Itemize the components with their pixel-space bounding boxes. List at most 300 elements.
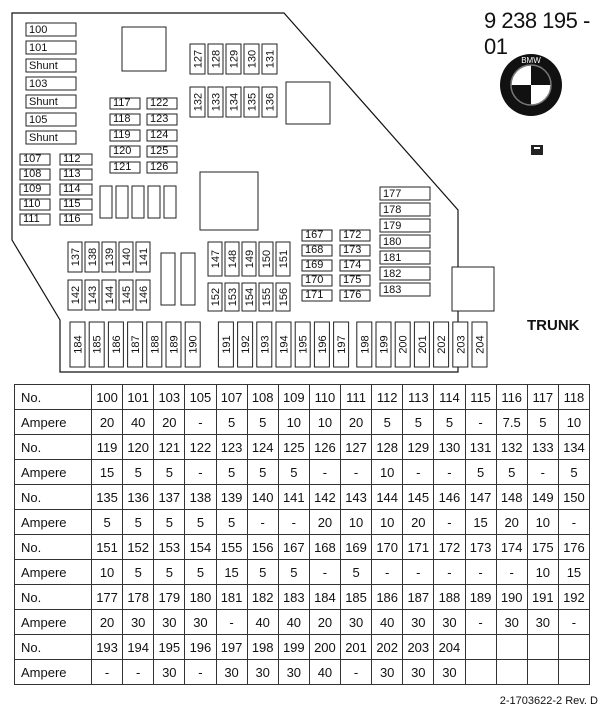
- table-cell: 5: [278, 460, 309, 485]
- logo-text: BMW: [521, 56, 541, 65]
- fuse-167: [302, 229, 332, 241]
- fuse-label: 109: [23, 183, 42, 195]
- relay-top-right: [286, 82, 330, 124]
- row-header-cell: No.: [15, 585, 92, 610]
- fuse-193: [257, 322, 272, 367]
- table-cell: 141: [278, 485, 309, 510]
- table-cell: -: [372, 560, 403, 585]
- fuse-label: 173: [343, 244, 362, 256]
- table-cell: 122: [185, 435, 216, 460]
- fuse-label: 136: [264, 92, 277, 112]
- fuse-153: [225, 283, 239, 311]
- table-cell: [558, 635, 589, 660]
- fuse-label: 133: [210, 92, 223, 112]
- fuse-label: 183: [383, 284, 402, 296]
- table-row-number: [15, 385, 590, 410]
- table-cell: 7.5: [496, 410, 527, 435]
- table-cell: 121: [154, 435, 185, 460]
- fuse-label: 155: [261, 287, 273, 307]
- table-cell: 5: [403, 410, 434, 435]
- table-cell: -: [341, 660, 372, 685]
- table-row-ampere: [15, 660, 590, 685]
- fuse-label: 125: [150, 145, 169, 157]
- table-cell: 173: [465, 535, 496, 560]
- table-cell: -: [185, 460, 216, 485]
- row-header-cell: Ampere: [15, 660, 92, 685]
- fuse-136: [262, 87, 277, 117]
- table-cell: -: [465, 560, 496, 585]
- blank-fuse: [164, 186, 176, 218]
- table-cell: 20: [403, 510, 434, 535]
- fuse-shunt: [26, 95, 76, 108]
- fuse-label: 172: [343, 229, 362, 241]
- relay-small-1: [161, 253, 175, 305]
- fuse-label: 178: [383, 204, 402, 216]
- table-cell: 116: [496, 385, 527, 410]
- table-cell: 188: [434, 585, 465, 610]
- fuse-shunt: [26, 131, 76, 144]
- row-header-cell: Ampere: [15, 460, 92, 485]
- table-cell: 149: [527, 485, 558, 510]
- table-cell: [527, 660, 558, 685]
- table-cell: 20: [496, 510, 527, 535]
- table-cell: 5: [92, 510, 123, 535]
- table-cell: 15: [216, 560, 247, 585]
- fuse-188: [147, 322, 162, 367]
- row-header-cell: No.: [15, 485, 92, 510]
- table-cell: 119: [92, 435, 123, 460]
- table-cell: 20: [154, 410, 185, 435]
- fuse-134: [226, 87, 241, 117]
- fuse-label: 171: [305, 289, 324, 301]
- table-cell: 30: [278, 660, 309, 685]
- blank-fuse: [116, 186, 128, 218]
- fuse-label: 108: [23, 168, 42, 180]
- table-cell: 179: [154, 585, 185, 610]
- fuse-101: [26, 41, 76, 54]
- table-cell: 30: [434, 610, 465, 635]
- fuse-label: 174: [343, 259, 362, 271]
- fuse-label: 117: [113, 97, 131, 109]
- table-cell: 176: [558, 535, 589, 560]
- fuse-label: 152: [210, 287, 222, 307]
- table-cell: 132: [496, 435, 527, 460]
- revision-label: 2-1703622-2 Rev. D: [499, 695, 598, 707]
- table-cell: 198: [247, 635, 278, 660]
- fuse-label: 126: [150, 161, 169, 173]
- fuse-180: [380, 235, 430, 248]
- fuse-label: 192: [240, 335, 253, 354]
- table-cell: 5: [216, 410, 247, 435]
- fuse-label: 176: [343, 289, 362, 301]
- fuse-103: [26, 77, 76, 90]
- table-cell: 136: [123, 485, 154, 510]
- fuse-118: [110, 113, 140, 125]
- fuse-label: 149: [244, 249, 256, 269]
- fuse-label: 203: [455, 335, 468, 354]
- fuse-label: 188: [149, 335, 162, 354]
- table-cell: 30: [123, 610, 154, 635]
- fuse-155: [259, 283, 273, 311]
- fuse-label: 182: [383, 268, 402, 280]
- table-cell: 10: [372, 510, 403, 535]
- fuse-144: [102, 280, 116, 310]
- table-cell: 142: [309, 485, 340, 510]
- table-cell: 144: [372, 485, 403, 510]
- table-cell: 127: [341, 435, 372, 460]
- table-cell: 111: [341, 385, 372, 410]
- table-cell: 10: [92, 560, 123, 585]
- row-header-cell: Ampere: [15, 410, 92, 435]
- table-cell: 193: [92, 635, 123, 660]
- table-cell: -: [278, 510, 309, 535]
- fuse-label: 170: [305, 274, 324, 286]
- fuse-195: [295, 322, 310, 367]
- table-cell: 5: [123, 560, 154, 585]
- blank-fuse-group: [100, 186, 176, 218]
- fuse-label: 190: [187, 335, 200, 354]
- fuse-label: 204: [474, 335, 487, 354]
- blank-fuse: [132, 186, 144, 218]
- table-cell: 191: [527, 585, 558, 610]
- fuse-108: [20, 168, 50, 180]
- fuse-label: Shunt: [29, 96, 58, 108]
- table-cell: 201: [341, 635, 372, 660]
- table-cell: 10: [527, 510, 558, 535]
- fuse-199: [376, 322, 391, 367]
- table-cell: 151: [92, 535, 123, 560]
- table-cell: 110: [309, 385, 340, 410]
- table-cell: -: [434, 560, 465, 585]
- fuse-label: 177: [383, 188, 402, 200]
- table-cell: 112: [372, 385, 403, 410]
- fuse-label: 144: [104, 285, 116, 305]
- small-connector-icon: [531, 145, 543, 155]
- table-cell: 105: [185, 385, 216, 410]
- table-cell: 187: [403, 585, 434, 610]
- fuse-116: [60, 213, 92, 225]
- fuse-178: [380, 203, 430, 216]
- fuse-179: [380, 219, 430, 232]
- table-cell: 20: [92, 610, 123, 635]
- table-cell: 40: [247, 610, 278, 635]
- fuse-131: [262, 44, 277, 74]
- table-cell: 169: [341, 535, 372, 560]
- table-cell: -: [92, 660, 123, 685]
- fuse-113: [60, 168, 92, 180]
- table-cell: 10: [278, 410, 309, 435]
- fuse-121: [110, 161, 140, 173]
- fuse-label: 132: [192, 92, 205, 112]
- table-cell: 40: [278, 610, 309, 635]
- fuse-label: 202: [436, 335, 449, 354]
- table-cell: 143: [341, 485, 372, 510]
- fuse-186: [108, 322, 123, 367]
- table-cell: -: [434, 460, 465, 485]
- table-cell: -: [309, 460, 340, 485]
- fuse-label: Shunt: [29, 60, 58, 72]
- fuse-label: 195: [297, 335, 310, 354]
- fuse-label: 151: [278, 249, 290, 269]
- table-row-number: [15, 585, 590, 610]
- trunk-label: TRUNK: [527, 317, 580, 334]
- fuse-label: 154: [244, 287, 256, 307]
- fuse-201: [414, 322, 429, 367]
- table-cell: 30: [372, 660, 403, 685]
- table-cell: 5: [185, 560, 216, 585]
- table-cell: [496, 635, 527, 660]
- fuse-label: 148: [227, 249, 239, 269]
- table-cell: -: [123, 660, 154, 685]
- fuse-label: 123: [150, 113, 169, 125]
- table-cell: 5: [123, 510, 154, 535]
- fuse-label: 135: [246, 92, 259, 112]
- fuse-149: [242, 242, 256, 276]
- table-row-ampere: [15, 560, 590, 585]
- table-cell: -: [403, 560, 434, 585]
- fuse-label: 191: [220, 335, 233, 354]
- table-cell: 199: [278, 635, 309, 660]
- fuse-173: [340, 244, 370, 256]
- table-cell: 30: [247, 660, 278, 685]
- table-cell: 170: [372, 535, 403, 560]
- table-cell: 5: [372, 410, 403, 435]
- fuse-label: 194: [278, 335, 291, 354]
- fuse-156: [276, 283, 290, 311]
- table-cell: -: [558, 610, 589, 635]
- fuse-label: Shunt: [29, 132, 58, 144]
- table-cell: 5: [216, 460, 247, 485]
- fuse-label: 134: [228, 92, 241, 112]
- row-header-cell: Ampere: [15, 560, 92, 585]
- fuse-shunt: [26, 59, 76, 72]
- fuse-label: 147: [210, 249, 222, 269]
- table-cell: [558, 660, 589, 685]
- table-cell: 30: [434, 660, 465, 685]
- table-cell: 181: [216, 585, 247, 610]
- fuse-185: [89, 322, 104, 367]
- table-cell: 203: [403, 635, 434, 660]
- table-cell: 40: [309, 660, 340, 685]
- table-cell: 15: [92, 460, 123, 485]
- fuse-label: 122: [150, 97, 169, 109]
- fuse-142: [68, 280, 82, 310]
- table-cell: 183: [278, 585, 309, 610]
- table-cell: 120: [123, 435, 154, 460]
- fuse-label: 186: [110, 335, 123, 354]
- table-cell: 30: [216, 660, 247, 685]
- fuse-label: 124: [150, 129, 169, 141]
- part-number: 9 238 195 - 01: [484, 8, 590, 59]
- table-cell: 146: [434, 485, 465, 510]
- table-cell: 147: [465, 485, 496, 510]
- table-cell: 167: [278, 535, 309, 560]
- table-cell: 140: [247, 485, 278, 510]
- table-cell: -: [185, 410, 216, 435]
- table-cell: [465, 635, 496, 660]
- fuse-label: 141: [138, 247, 150, 267]
- table-row-number: [15, 535, 590, 560]
- relay-right: [452, 267, 494, 311]
- fuse-125: [147, 145, 177, 157]
- row-header-cell: No.: [15, 385, 92, 410]
- fuse-183: [380, 283, 430, 296]
- table-cell: 113: [403, 385, 434, 410]
- fuse-label: 120: [113, 145, 132, 157]
- table-cell: 125: [278, 435, 309, 460]
- row-header-cell: Ampere: [15, 510, 92, 535]
- fuse-189: [166, 322, 181, 367]
- fuse-label: 127: [192, 49, 205, 69]
- fuse-181: [380, 251, 430, 264]
- fuse-107: [20, 153, 50, 165]
- bmw-logo-icon: [499, 53, 563, 117]
- table-cell: 124: [247, 435, 278, 460]
- table-cell: 108: [247, 385, 278, 410]
- table-cell: 171: [403, 535, 434, 560]
- table-cell: 197: [216, 635, 247, 660]
- fuse-label: 139: [104, 247, 116, 267]
- table-cell: 10: [309, 410, 340, 435]
- fuse-176: [340, 289, 370, 301]
- fuse-192: [238, 322, 253, 367]
- fuse-171: [302, 289, 332, 301]
- fuse-label: 142: [70, 285, 82, 305]
- table-row-number: [15, 635, 590, 660]
- table-cell: 192: [558, 585, 589, 610]
- fuse-196: [314, 322, 329, 367]
- table-cell: 134: [558, 435, 589, 460]
- table-cell: [527, 635, 558, 660]
- fuse-174: [340, 259, 370, 271]
- fuse-194: [276, 322, 291, 367]
- fuse-128: [208, 44, 223, 74]
- fuse-112: [60, 153, 92, 165]
- fuse-114: [60, 183, 92, 195]
- fuse-126: [147, 161, 177, 173]
- fuse-200: [395, 322, 410, 367]
- fuse-label: 193: [259, 335, 272, 354]
- fuse-label: 110: [23, 198, 41, 210]
- fuse-label: 100: [29, 24, 48, 36]
- table-cell: 137: [154, 485, 185, 510]
- table-cell: 100: [92, 385, 123, 410]
- fuse-label: 112: [63, 153, 81, 165]
- fuse-label: 118: [113, 113, 131, 125]
- fuse-label: 145: [121, 285, 133, 305]
- table-cell: 10: [372, 460, 403, 485]
- table-cell: 189: [465, 585, 496, 610]
- fuse-191: [218, 322, 233, 367]
- fuse-label: 189: [168, 335, 181, 354]
- table-cell: -: [185, 660, 216, 685]
- fuse-175: [340, 274, 370, 286]
- fuse-127: [190, 44, 205, 74]
- table-cell: -: [216, 610, 247, 635]
- table-cell: 186: [372, 585, 403, 610]
- table-cell: 175: [527, 535, 558, 560]
- fuse-label: 175: [343, 274, 362, 286]
- fuse-label: 146: [138, 285, 150, 305]
- table-cell: 128: [372, 435, 403, 460]
- table-cell: 190: [496, 585, 527, 610]
- table-cell: -: [341, 460, 372, 485]
- table-cell: -: [434, 510, 465, 535]
- fuse-124: [147, 129, 177, 141]
- table-cell: 5: [247, 560, 278, 585]
- table-cell: 184: [309, 585, 340, 610]
- fuse-label: 111: [23, 213, 40, 225]
- fuse-120: [110, 145, 140, 157]
- fuse-117: [110, 97, 140, 109]
- table-cell: 30: [527, 610, 558, 635]
- table-cell: 204: [434, 635, 465, 660]
- table-cell: 10: [341, 510, 372, 535]
- fuse-109: [20, 183, 50, 195]
- fuse-115: [60, 198, 92, 210]
- table-cell: 130: [434, 435, 465, 460]
- fuse-label: 105: [29, 114, 48, 126]
- fuse-label: 198: [359, 335, 372, 354]
- fuse-label: 179: [383, 220, 402, 232]
- fuse-label: 184: [72, 335, 85, 354]
- table-cell: -: [247, 510, 278, 535]
- fuse-label: 130: [246, 49, 259, 69]
- table-cell: 40: [372, 610, 403, 635]
- table-cell: 117: [527, 385, 558, 410]
- row-header-cell: No.: [15, 635, 92, 660]
- table-cell: 20: [309, 610, 340, 635]
- table-cell: 114: [434, 385, 465, 410]
- fuse-label: 181: [383, 252, 402, 264]
- table-cell: -: [496, 560, 527, 585]
- table-cell: 5: [527, 410, 558, 435]
- fuse-label: 119: [113, 129, 131, 141]
- fuse-139: [102, 242, 116, 272]
- fuse-204: [472, 322, 487, 367]
- fuse-148: [225, 242, 239, 276]
- table-cell: 202: [372, 635, 403, 660]
- table-cell: 20: [341, 410, 372, 435]
- fuse-label: 107: [23, 153, 42, 165]
- table-cell: 123: [216, 435, 247, 460]
- table-cell: 30: [341, 610, 372, 635]
- table-cell: 15: [465, 510, 496, 535]
- fuse-label: 201: [416, 335, 429, 354]
- fuse-label: 199: [378, 335, 391, 354]
- table-cell: 5: [154, 510, 185, 535]
- table-cell: 5: [465, 460, 496, 485]
- table-cell: 30: [185, 610, 216, 635]
- table-cell: 152: [123, 535, 154, 560]
- fuse-184: [70, 322, 85, 367]
- table-cell: 154: [185, 535, 216, 560]
- fuse-label: 150: [261, 249, 273, 269]
- fuse-140: [119, 242, 133, 272]
- table-cell: 168: [309, 535, 340, 560]
- table-cell: -: [558, 510, 589, 535]
- fuse-132: [190, 87, 205, 117]
- fuse-label: 185: [91, 335, 104, 354]
- table-cell: 30: [403, 610, 434, 635]
- table-cell: 20: [92, 410, 123, 435]
- relay-top-left: [122, 27, 166, 71]
- fuse-198: [357, 322, 372, 367]
- fuse-ampere-table: [14, 384, 590, 685]
- table-cell: 101: [123, 385, 154, 410]
- fuse-label: 156: [278, 287, 290, 307]
- table-cell: 5: [496, 460, 527, 485]
